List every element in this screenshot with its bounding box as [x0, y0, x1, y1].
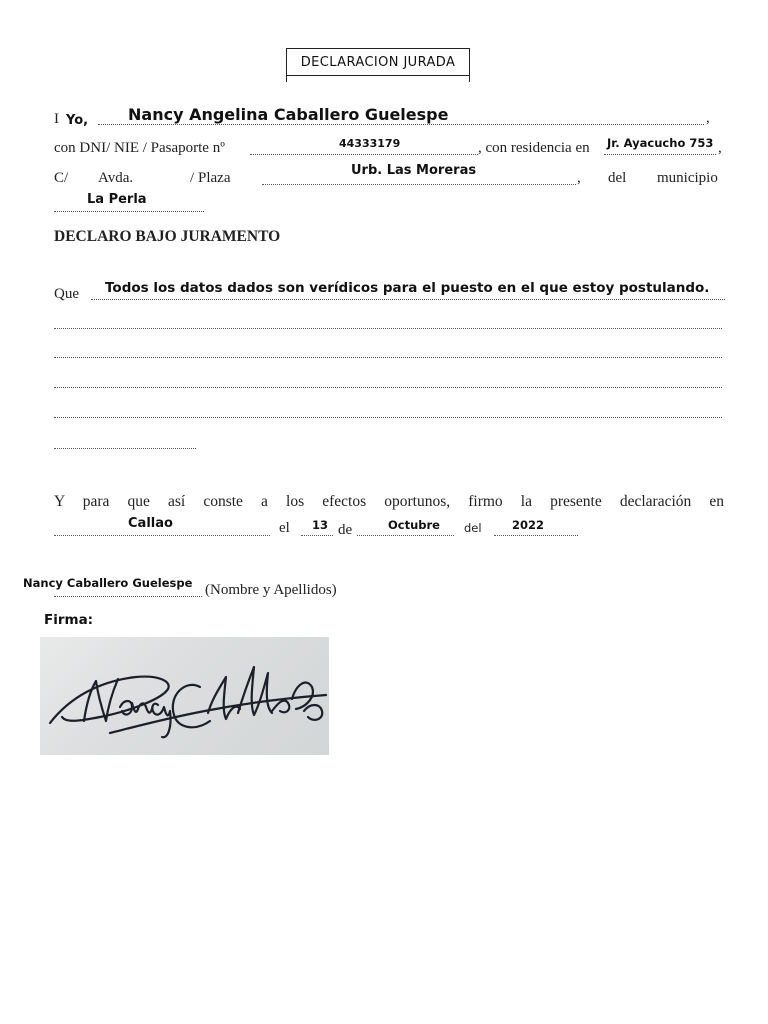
que-label: Que: [54, 286, 79, 302]
municipio-dotted-line: [54, 211, 204, 212]
statement-dotted-line-1: [91, 299, 725, 300]
statement-dotted-line-3: [54, 357, 722, 358]
street-value: Urb. Las Moreras: [351, 163, 477, 178]
title-underline: [286, 75, 470, 76]
del-year-label: del: [464, 521, 482, 535]
c-label: C/: [54, 170, 69, 186]
declaration-heading: DECLARO BAJO JURAMENTO: [54, 228, 281, 245]
day-value: 13: [312, 518, 329, 532]
slash-separator: /: [190, 170, 195, 186]
address-value: Jr. Ayacucho 753: [607, 136, 714, 150]
handwritten-signature: [40, 637, 329, 755]
yo-label: Yo,: [66, 113, 89, 128]
line1-prefix-mark: I: [54, 111, 59, 127]
full-name-dotted-line: [54, 596, 202, 597]
declarant-name: Nancy Angelina Caballero Guelespe: [128, 105, 449, 124]
full-name-label: (Nombre y Apellidos): [205, 582, 337, 598]
statement-dotted-line-5: [54, 417, 722, 418]
declaration-statement: Todos los datos dados son verídicos para el puesto en el que estoy postulando.: [105, 280, 710, 296]
year-value: 2022: [512, 518, 545, 532]
dni-dotted-line: [250, 154, 478, 155]
dni-label: con DNI/ NIE / Pasaporte nº: [54, 140, 225, 156]
name-dotted-line: [98, 124, 704, 125]
del-label: del: [608, 170, 627, 186]
month-value: Octubre: [388, 518, 440, 532]
day-dotted-line: [301, 535, 333, 536]
closing-sentence: Y para que así conste a los efectos oportunos, firmo la presente declaración en: [54, 493, 724, 510]
line3-comma: ,: [577, 170, 581, 186]
city-dotted-line: [54, 535, 270, 536]
de-label: de: [338, 522, 353, 538]
municipio-label: municipio: [657, 170, 718, 186]
line2-comma: ,: [718, 140, 722, 156]
year-dotted-line: [494, 535, 578, 536]
el-label: el: [279, 520, 290, 536]
statement-dotted-line-4: [54, 387, 722, 388]
address-dotted-line: [604, 154, 716, 155]
statement-dotted-line-2: [54, 328, 722, 329]
full-name-value: Nancy Caballero Guelespe: [23, 576, 193, 590]
municipio-value: La Perla: [87, 192, 147, 207]
dni-value: 44333179: [339, 137, 401, 150]
avda-label: Avda.: [98, 170, 134, 186]
month-dotted-line: [357, 535, 454, 536]
city-value: Callao: [128, 516, 173, 531]
plaza-label: Plaza: [198, 170, 231, 186]
document-title: DECLARACION JURADA: [286, 48, 470, 82]
signature-image: [40, 637, 329, 755]
line1-comma: ,: [706, 110, 710, 126]
signature-label: Firma:: [44, 612, 94, 628]
street-dotted-line: [262, 184, 576, 185]
residence-label: , con residencia en: [478, 140, 590, 156]
statement-dotted-line-6: [54, 448, 196, 449]
